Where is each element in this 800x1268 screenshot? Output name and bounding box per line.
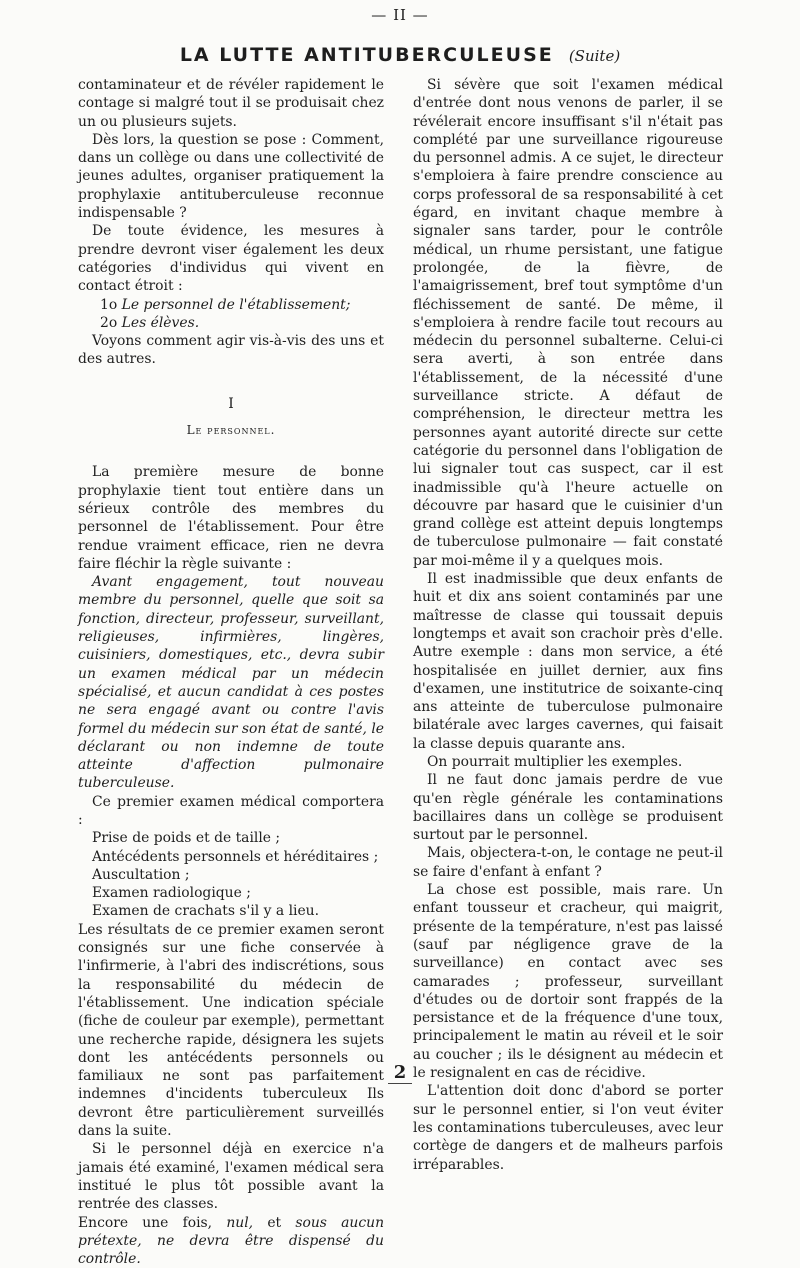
page-title xyxy=(0,44,800,66)
paragraph: Si sévère que soit l'examen médical d'entrée dont nous venons de parler, il se révélerait encore insuffisant s'il n'était pas complété par une surveillance rigoureuse du personnel admis. A ce sujet, le directeur s'emploiera à faire prendre conscience au corps professoral de sa responsabilité à cet égard, en invitant chaque membre à signaler sans tarder, pour le contrôle médical, un rhume persistant, une fatigue prolongée, de la fièvre, de l'amaigrissement, bref tout symptôme d'un fléchissement de santé. De même, il s'emploiera à rendre facile tout recours au médecin du personnel subalterne. Celui-ci sera averti, à son entrée dans l'établissement, de la nécessité d'une surveillance stricte. A défaut de compréhension, le directeur mettra les personnes ayant autorité directe sur cette catégorie du personnel dans l'obligation de lui signaler tout cas suspect, car il est inadmissible qu'à l'heure actuelle on découvre par hasard que le cuisinier d'un grand collège est atteint depuis longtemps de tuberculose pulmonaire — fait constaté par moi-même il y a quelques mois. xyxy=(413,77,723,569)
page-number: 2 xyxy=(0,1062,800,1084)
folio: — II — xyxy=(371,6,429,24)
list-item: Examen de crachats s'il y a lieu. xyxy=(92,903,320,920)
list-item: Auscultation ; xyxy=(92,866,190,883)
paragraph: De toute évidence, les mesures à prendre devront viser également les deux catégories d'individus qui vivent en contact étroit : xyxy=(78,223,384,295)
list-item: 2o Les élèves. xyxy=(100,314,200,331)
rule-paragraph: Avant engagement, tout nouveau membre du personnel, quelle que soit sa fonction, directeur, professeur, surveillant, religieuses, infirmières, lingères, cuisiniers, domestiques, etc., devra subir un examen médical par un médecin spécialisé, et aucun candidat à ces postes ne sera engagé avant ou contre l'avis formel du médecin sur son état de santé, le déclarant ou non indemne de toute atteinte d'affection pulmonaire tuberculeuse. xyxy=(78,574,384,792)
paragraph: Il ne faut donc jamais perdre de vue qu'en règle générale les contaminations bacillaires dans un collège se produisent surtout par le personnel. xyxy=(413,772,723,844)
paragraph: Les résultats de ce premier examen seront consignés sur une fiche conservée à l'infirmerie, à l'abri des indiscrétions, sous la responsabilité du médecin de l'établissement. Une indication spéciale (fiche de couleur par exemple), permettant une recherche rapide, désignera les sujets dont les antécédents personnels ou familiaux ne sont pas parfaitement indemnes d'incidents tuberculeux Ils devront être particulièrement surveillés dans la suite. xyxy=(78,921,384,1140)
list-item: 1o Le personnel de l'établissement; xyxy=(100,296,351,313)
title-subtitle: (Suite) xyxy=(568,47,621,65)
right-column xyxy=(413,76,723,1174)
paragraph: La chose est possible, mais rare. Un enfant tousseur et cracheur, qui maigrit, présente de la température, n'est pas laissé (sauf par négligence grave de la surveillance) en contact avec ses camarades ; professeur, surveillant d'études ou de dortoir sont frappés de la persistance et de la fréquence d'une toux, principalement le matin au réveil et le soir au coucher ; ils le désignent au médecin et le resignalent en cas de récidive. xyxy=(413,882,723,1082)
exam-list xyxy=(78,829,384,920)
paragraph: La première mesure de bonne prophylaxie tient tout entière dans un sérieux contrôle des membres du personnel de l'établissement. Pour être rendue vraiment efficace, rien ne devra faire fléchir la règle suivante : xyxy=(78,464,384,572)
list-item: Antécédents personnels et héréditaires ; xyxy=(92,848,379,865)
section-title: Le personnel. xyxy=(186,423,276,438)
paragraph: Voyons comment agir vis-à-vis des uns et des autres. xyxy=(78,333,384,368)
title-main: LA LUTTE ANTITUBERCULEUSE xyxy=(179,44,554,66)
paragraph: L'attention doit donc d'abord se porter sur le personnel entier, si l'on veut éviter les contaminations tuberculeuses, avec leur cortège de dangers et de malheurs parfois irréparables. xyxy=(413,1083,723,1173)
section-number: I xyxy=(228,395,234,412)
paragraph: On pourrait multiplier les exemples. xyxy=(427,753,683,770)
paragraph: Dès lors, la question se pose : Comment, dans un collège ou dans une collectivité de jeunes adultes, organiser pratiquement la prophylaxie antituberculeuse reconnue indispensable ? xyxy=(78,131,384,222)
paragraph: contaminateur et de révéler rapidement le contage si malgré tout il se produisait chez un ou plusieurs sujets. xyxy=(78,77,384,130)
paragraph: Il est inadmissible que deux enfants de huit et dix ans soient contaminés par une maîtresse de classe qui toussait depuis longtemps et avait son crachoir près d'elle. Autre exemple : dans mon service, a été hospitalisée en juillet dernier, aux fins d'examen, une institutrice de soixante-cinq ans atteinte de tuberculose pulmonaire bilatérale avec larges cavernes, qui faisait la classe depuis quarante ans. xyxy=(413,571,723,752)
paragraph: Si le personnel déjà en exercice n'a jamais été examiné, l'examen médical sera institué le plus tôt possible avant la rentrée des classes. xyxy=(78,1141,384,1213)
list-item: Examen radiologique ; xyxy=(92,885,251,902)
paragraph: Ce premier examen médical comportera : xyxy=(78,793,384,828)
list-item: Prise de poids et de taille ; xyxy=(92,830,281,847)
left-column xyxy=(78,76,384,1268)
paragraph: Mais, objectera-t-on, le contage ne peut-il se faire d'enfant à enfant ? xyxy=(413,845,723,880)
category-list xyxy=(78,296,384,333)
paragraph: Encore une fois, nul, et sous aucun prétexte, ne devra être dispensé du contrôle. xyxy=(78,1214,385,1268)
